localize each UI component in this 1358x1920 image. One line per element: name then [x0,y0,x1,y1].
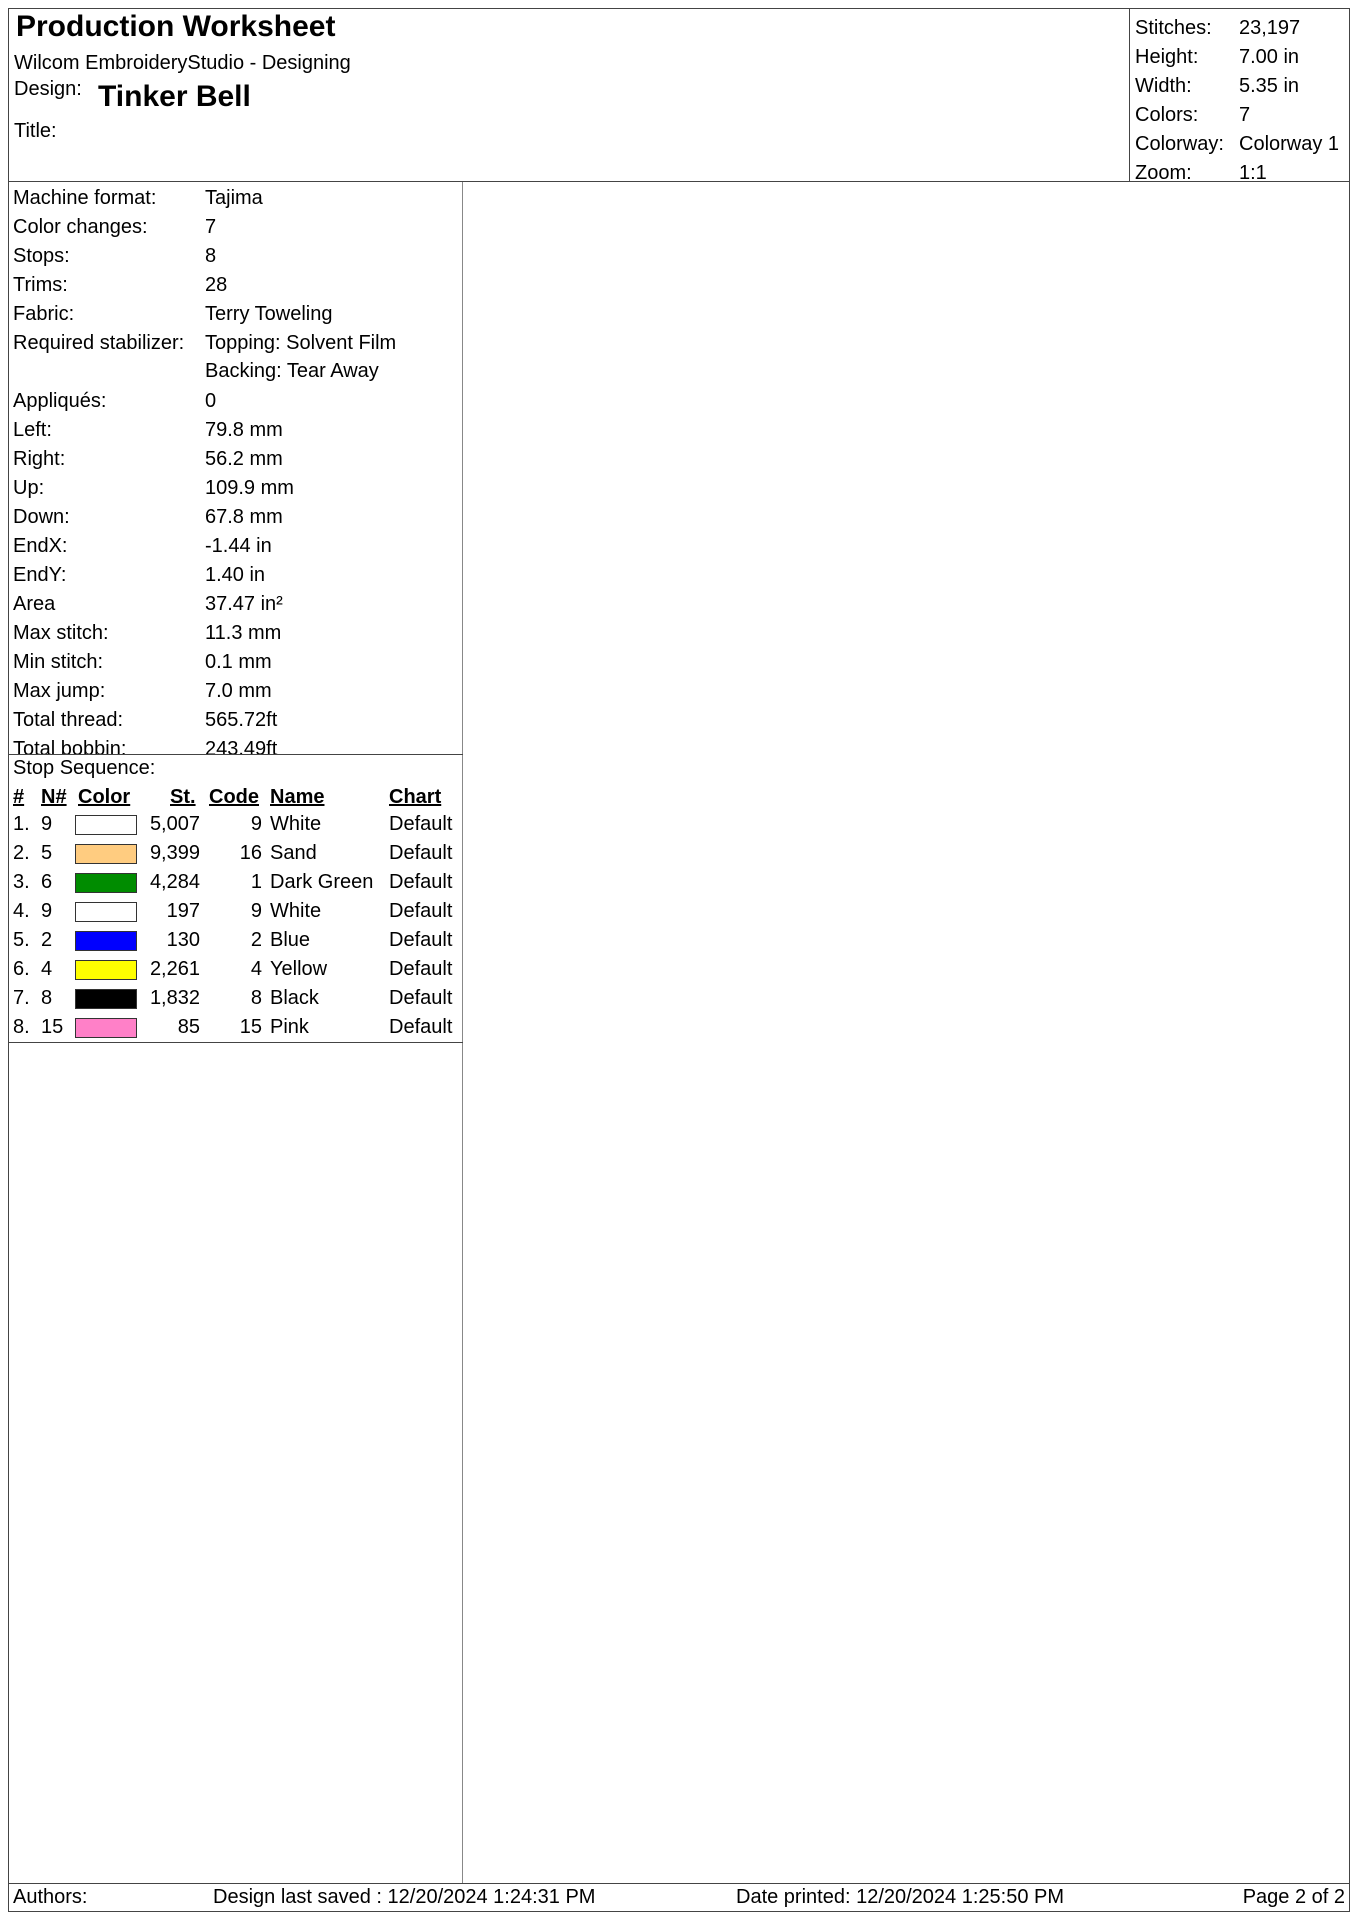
row-chart: Default [389,842,453,864]
info-value-line: 7 [205,216,217,238]
info-value-line: 37.47 in² [205,593,283,615]
col-header-chart: Chart [389,786,442,808]
info-label: Trims: [13,274,68,296]
info-label: Total bobbin: [13,738,127,760]
info-row [13,503,283,531]
info-value [205,445,283,473]
info-value [205,242,216,270]
info-value-line: 28 [205,274,228,296]
summary-row [1135,159,1267,187]
info-label: Right: [13,448,66,470]
summary-label: Height: [1135,46,1199,68]
summary-row [1135,14,1300,42]
summary-value: 7.00 in [1239,46,1300,68]
info-row [13,445,283,473]
color-swatch [75,844,137,864]
row-num: 3. [13,871,30,893]
design-summary [1129,8,1350,182]
info-label: Min stitch: [13,651,104,673]
row-code: 16 [239,842,262,864]
row-stitches: 9,399 [149,842,200,864]
row-name: Dark Green [270,871,374,893]
info-value-line: Backing: Tear Away [205,360,379,382]
summary-value: 5.35 in [1239,75,1300,97]
row-name: Sand [270,842,317,864]
page-title: Production Worksheet [16,10,336,43]
row-chart: Default [389,900,453,922]
info-value [205,416,283,444]
row-needle: 9 [41,900,53,922]
date-printed: Date printed: 12/20/2024 1:25:50 PM [736,1886,1065,1908]
row-code: 2 [250,929,262,951]
info-label: Up: [13,477,45,499]
summary-label: Colors: [1135,104,1199,126]
info-value-line: 0 [205,390,217,412]
info-row [13,677,272,705]
row-stitches: 4,284 [149,871,200,893]
col-header-num: # [13,786,25,808]
info-row [13,590,283,618]
section-divider [8,754,463,755]
info-row [13,300,332,328]
col-header-name: Name [270,786,325,808]
info-row [13,474,294,502]
info-label: Max stitch: [13,622,109,644]
application-name: Wilcom EmbroideryStudio - Designing [14,52,351,74]
row-code: 1 [250,871,262,893]
row-name: White [270,813,322,835]
summary-row [1135,101,1250,129]
stop-sequence-label: Stop Sequence: [13,757,156,779]
info-value [205,300,332,328]
info-value-line: 565.72ft [205,709,278,731]
row-num: 8. [13,1016,30,1038]
summary-label: Width: [1135,75,1192,97]
row-num: 5. [13,929,30,951]
summary-value: 7 [1239,104,1251,126]
info-row [13,648,272,676]
info-value [205,329,396,385]
color-swatch [75,989,137,1009]
summary-label: Colorway: [1135,133,1224,155]
info-row [13,561,265,589]
authors-label: Authors: [13,1886,88,1908]
row-num: 7. [13,987,30,1009]
info-value [205,619,281,647]
info-value-line: Terry Toweling [205,303,333,325]
col-header-color: Color [78,786,131,808]
info-row [13,706,277,734]
info-label: Area [13,593,56,615]
info-row [13,387,216,415]
summary-row [1135,43,1299,71]
row-name: Yellow [270,958,328,980]
row-num: 6. [13,958,30,980]
info-label: Color changes: [13,216,148,238]
title-label: Title: [14,120,57,142]
info-value [205,590,283,618]
row-code: 9 [250,813,262,835]
table-row [8,839,463,868]
info-value-line: 7.0 mm [205,680,272,702]
table-row [8,955,463,984]
row-needle: 15 [41,1016,64,1038]
summary-value: 1:1 [1239,162,1267,184]
info-label: Machine format: [13,187,157,209]
info-row [13,184,263,212]
info-label: Left: [13,419,52,441]
row-code: 9 [250,900,262,922]
info-label: Stops: [13,245,70,267]
info-label: Fabric: [13,303,75,325]
table-row [8,897,463,926]
table-row [8,984,463,1013]
color-swatch [75,873,137,893]
row-stitches: 85 [177,1016,200,1038]
row-num: 2. [13,842,30,864]
info-value [205,213,216,241]
table-row [8,926,463,955]
info-label: EndX: [13,535,68,557]
info-value [205,474,294,502]
color-swatch [75,1018,137,1038]
row-needle: 6 [41,871,53,893]
info-label: Total thread: [13,709,124,731]
info-value [205,532,272,560]
info-value-line: 0.1 mm [205,651,272,673]
row-needle: 4 [41,958,53,980]
summary-row [1135,130,1339,158]
info-row [13,242,216,270]
summary-value: Colorway 1 [1239,133,1340,155]
info-value [205,735,277,763]
info-label: EndY: [13,564,67,586]
row-stitches: 2,261 [149,958,200,980]
row-chart: Default [389,813,453,835]
row-chart: Default [389,958,453,980]
row-chart: Default [389,1016,453,1038]
row-name: White [270,900,322,922]
last-saved: Design last saved : 12/20/2024 1:24:31 PM [213,1886,596,1908]
info-row [13,532,272,560]
info-label: Down: [13,506,70,528]
row-chart: Default [389,929,453,951]
row-num: 4. [13,900,30,922]
row-needle: 8 [41,987,53,1009]
row-name: Blue [270,929,311,951]
table-row [8,1013,463,1042]
col-header-needle: N# [41,786,67,808]
info-value-line: 1.40 in [205,564,266,586]
table-row [8,810,463,839]
page-number: Page 2 of 2 [1242,1886,1345,1908]
info-row [13,416,283,444]
worksheet-footer [8,1883,1350,1912]
design-name: Tinker Bell [98,80,251,113]
info-value [205,387,216,415]
row-stitches: 1,832 [149,987,200,1009]
row-needle: 2 [41,929,53,951]
color-swatch [75,815,137,835]
row-chart: Default [389,987,453,1009]
section-divider [8,1042,463,1043]
color-swatch [75,902,137,922]
row-name: Pink [270,1016,309,1038]
info-value-line: 79.8 mm [205,419,283,441]
info-value-line: -1.44 in [205,535,272,557]
info-value [205,706,277,734]
row-chart: Default [389,871,453,893]
color-swatch [75,931,137,951]
row-num: 1. [13,813,30,835]
info-value [205,561,265,589]
info-value-line: 243.49ft [205,738,278,760]
info-row [13,619,281,647]
info-value-line: 67.8 mm [205,506,283,528]
info-value-line: 56.2 mm [205,448,283,470]
info-row [13,271,227,299]
summary-label: Stitches: [1135,17,1212,39]
info-value [205,271,227,299]
info-value [205,503,283,531]
table-row [8,868,463,897]
info-value [205,648,272,676]
col-header-code: Code [209,786,259,808]
row-code: 8 [250,987,262,1009]
col-header-stitches: St. [170,786,196,808]
info-value-line: 11.3 mm [205,622,282,644]
row-code: 4 [250,958,262,980]
row-code: 15 [239,1016,262,1038]
summary-row [1135,72,1299,100]
info-value [205,677,272,705]
row-stitches: 197 [166,900,200,922]
info-label: Max jump: [13,680,106,702]
info-label: Appliqués: [13,390,107,412]
summary-label: Zoom: [1135,162,1192,184]
info-value-line: Topping: Solvent Film [205,332,397,354]
info-value-line: 109.9 mm [205,477,294,499]
color-swatch [75,960,137,980]
info-value-line: 8 [205,245,217,267]
summary-value: 23,197 [1239,17,1301,39]
row-name: Black [270,987,319,1009]
info-row [13,329,396,385]
row-needle: 5 [41,842,53,864]
info-row [13,213,216,241]
row-stitches: 5,007 [149,813,200,835]
row-needle: 9 [41,813,53,835]
info-value-line: Tajima [205,187,263,209]
info-label: Required stabilizer: [13,332,185,354]
row-stitches: 130 [166,929,200,951]
design-label: Design: [14,78,82,100]
info-value [205,184,263,212]
